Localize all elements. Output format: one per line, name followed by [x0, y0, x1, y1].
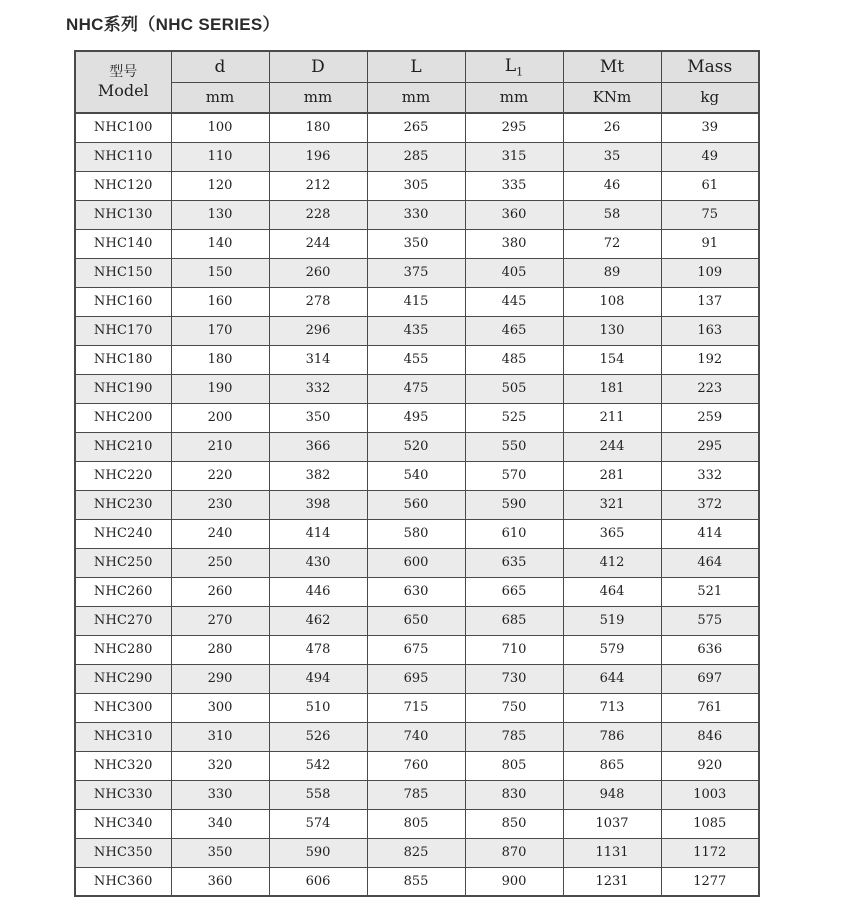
value-cell: 295: [661, 432, 759, 461]
value-cell: 260: [269, 258, 367, 287]
value-cell: 260: [171, 577, 269, 606]
value-cell: 665: [465, 577, 563, 606]
value-cell: 360: [465, 200, 563, 229]
value-cell: 300: [171, 693, 269, 722]
value-cell: 695: [367, 664, 465, 693]
table-row: [75, 374, 759, 403]
value-cell: 1231: [563, 867, 661, 896]
table-row: [75, 432, 759, 461]
value-cell: 360: [171, 867, 269, 896]
value-cell: 730: [465, 664, 563, 693]
column-header-d: D: [269, 51, 367, 82]
value-cell: 140: [171, 229, 269, 258]
column-unit-l1: mm: [465, 82, 563, 113]
value-cell: 1003: [661, 780, 759, 809]
value-cell: 180: [269, 113, 367, 142]
value-cell: 244: [563, 432, 661, 461]
value-cell: 200: [171, 403, 269, 432]
value-cell: 39: [661, 113, 759, 142]
model-label-zh: 型号: [109, 64, 138, 80]
value-cell: 574: [269, 809, 367, 838]
model-cell: NHC290: [75, 664, 171, 693]
model-cell: NHC110: [75, 142, 171, 171]
value-cell: 380: [465, 229, 563, 258]
value-cell: 478: [269, 635, 367, 664]
table-row: [75, 345, 759, 374]
value-cell: 250: [171, 548, 269, 577]
table-row: [75, 809, 759, 838]
value-cell: 636: [661, 635, 759, 664]
value-cell: 850: [465, 809, 563, 838]
value-cell: 120: [171, 171, 269, 200]
column-header-model: [75, 51, 171, 113]
value-cell: 786: [563, 722, 661, 751]
table-row: [75, 838, 759, 867]
value-cell: 550: [465, 432, 563, 461]
value-cell: 280: [171, 635, 269, 664]
value-cell: 760: [367, 751, 465, 780]
model-cell: NHC350: [75, 838, 171, 867]
table-row: [75, 780, 759, 809]
value-cell: 870: [465, 838, 563, 867]
value-cell: 610: [465, 519, 563, 548]
value-cell: 310: [171, 722, 269, 751]
model-cell: NHC170: [75, 316, 171, 345]
column-header-l: L: [367, 51, 465, 82]
value-cell: 462: [269, 606, 367, 635]
value-cell: 485: [465, 345, 563, 374]
value-cell: 805: [367, 809, 465, 838]
value-cell: 160: [171, 287, 269, 316]
value-cell: 825: [367, 838, 465, 867]
value-cell: 948: [563, 780, 661, 809]
value-cell: 230: [171, 490, 269, 519]
value-cell: 332: [661, 461, 759, 490]
value-cell: 210: [171, 432, 269, 461]
table-row: [75, 113, 759, 142]
value-cell: 650: [367, 606, 465, 635]
value-cell: 740: [367, 722, 465, 751]
value-cell: 464: [661, 548, 759, 577]
table-row: [75, 287, 759, 316]
table-row: [75, 867, 759, 896]
value-cell: 35: [563, 142, 661, 171]
value-cell: 606: [269, 867, 367, 896]
value-cell: 375: [367, 258, 465, 287]
value-cell: 635: [465, 548, 563, 577]
value-cell: 785: [367, 780, 465, 809]
value-cell: 296: [269, 316, 367, 345]
value-cell: 281: [563, 461, 661, 490]
nhc-series-table: [74, 50, 760, 897]
value-cell: 108: [563, 287, 661, 316]
value-cell: 520: [367, 432, 465, 461]
value-cell: 190: [171, 374, 269, 403]
value-cell: 540: [367, 461, 465, 490]
column-header-l1: $L_1$: [465, 51, 563, 82]
value-cell: 314: [269, 345, 367, 374]
value-cell: 350: [269, 403, 367, 432]
value-cell: 137: [661, 287, 759, 316]
value-cell: 510: [269, 693, 367, 722]
value-cell: 600: [367, 548, 465, 577]
column-header-mt: Mt: [563, 51, 661, 82]
value-cell: 415: [367, 287, 465, 316]
table-row: [75, 722, 759, 751]
value-cell: 382: [269, 461, 367, 490]
value-cell: 290: [171, 664, 269, 693]
value-cell: 170: [171, 316, 269, 345]
value-cell: 49: [661, 142, 759, 171]
model-cell: NHC140: [75, 229, 171, 258]
value-cell: 675: [367, 635, 465, 664]
value-cell: 305: [367, 171, 465, 200]
value-cell: 430: [269, 548, 367, 577]
value-cell: 446: [269, 577, 367, 606]
value-cell: 865: [563, 751, 661, 780]
value-cell: 332: [269, 374, 367, 403]
value-cell: 785: [465, 722, 563, 751]
value-cell: 750: [465, 693, 563, 722]
value-cell: 89: [563, 258, 661, 287]
table-row: [75, 403, 759, 432]
table-row: [75, 316, 759, 345]
value-cell: 900: [465, 867, 563, 896]
value-cell: 526: [269, 722, 367, 751]
value-cell: 1085: [661, 809, 759, 838]
value-cell: 265: [367, 113, 465, 142]
value-cell: 412: [563, 548, 661, 577]
value-cell: 414: [269, 519, 367, 548]
value-cell: 685: [465, 606, 563, 635]
value-cell: 244: [269, 229, 367, 258]
value-cell: 398: [269, 490, 367, 519]
value-cell: 240: [171, 519, 269, 548]
table-row: [75, 229, 759, 258]
table-row: [75, 142, 759, 171]
value-cell: 630: [367, 577, 465, 606]
column-header-d: d: [171, 51, 269, 82]
value-cell: 1037: [563, 809, 661, 838]
table-row: [75, 200, 759, 229]
table-row: [75, 751, 759, 780]
table-header: [75, 51, 759, 113]
model-cell: NHC190: [75, 374, 171, 403]
value-cell: 192: [661, 345, 759, 374]
value-cell: 150: [171, 258, 269, 287]
table-row: [75, 635, 759, 664]
model-cell: NHC300: [75, 693, 171, 722]
value-cell: 295: [465, 113, 563, 142]
value-cell: 455: [367, 345, 465, 374]
value-cell: 321: [563, 490, 661, 519]
model-cell: NHC270: [75, 606, 171, 635]
value-cell: 525: [465, 403, 563, 432]
table-row: [75, 461, 759, 490]
model-cell: NHC210: [75, 432, 171, 461]
table-row: [75, 171, 759, 200]
page-title: NHC系列（NHC SERIES）: [66, 15, 280, 34]
column-header-mass: Mass: [661, 51, 759, 82]
value-cell: 320: [171, 751, 269, 780]
table-row: [75, 258, 759, 287]
column-unit-l: mm: [367, 82, 465, 113]
value-cell: 220: [171, 461, 269, 490]
model-cell: NHC160: [75, 287, 171, 316]
value-cell: 72: [563, 229, 661, 258]
value-cell: 365: [563, 519, 661, 548]
value-cell: 350: [171, 838, 269, 867]
value-cell: 330: [171, 780, 269, 809]
value-cell: 372: [661, 490, 759, 519]
value-cell: 211: [563, 403, 661, 432]
value-cell: 26: [563, 113, 661, 142]
value-cell: 855: [367, 867, 465, 896]
value-cell: 570: [465, 461, 563, 490]
value-cell: 560: [367, 490, 465, 519]
value-cell: 830: [465, 780, 563, 809]
value-cell: 495: [367, 403, 465, 432]
value-cell: 464: [563, 577, 661, 606]
value-cell: 180: [171, 345, 269, 374]
model-cell: NHC220: [75, 461, 171, 490]
model-cell: NHC150: [75, 258, 171, 287]
value-cell: 212: [269, 171, 367, 200]
column-unit-mass: kg: [661, 82, 759, 113]
value-cell: 579: [563, 635, 661, 664]
value-cell: 91: [661, 229, 759, 258]
model-label-en: Model: [97, 81, 149, 100]
value-cell: 366: [269, 432, 367, 461]
value-cell: 1172: [661, 838, 759, 867]
model-cell: NHC100: [75, 113, 171, 142]
value-cell: 61: [661, 171, 759, 200]
value-cell: 285: [367, 142, 465, 171]
value-cell: 710: [465, 635, 563, 664]
value-cell: 505: [465, 374, 563, 403]
table-row: [75, 693, 759, 722]
model-cell: NHC330: [75, 780, 171, 809]
column-unit-d: mm: [269, 82, 367, 113]
value-cell: 761: [661, 693, 759, 722]
table-row: [75, 548, 759, 577]
model-cell: NHC260: [75, 577, 171, 606]
model-cell: NHC320: [75, 751, 171, 780]
value-cell: 580: [367, 519, 465, 548]
value-cell: 109: [661, 258, 759, 287]
model-cell: NHC180: [75, 345, 171, 374]
value-cell: 465: [465, 316, 563, 345]
value-cell: 259: [661, 403, 759, 432]
model-cell: NHC250: [75, 548, 171, 577]
value-cell: 350: [367, 229, 465, 258]
value-cell: 330: [367, 200, 465, 229]
value-cell: 435: [367, 316, 465, 345]
value-cell: 519: [563, 606, 661, 635]
model-cell: NHC200: [75, 403, 171, 432]
table-row: [75, 490, 759, 519]
value-cell: 494: [269, 664, 367, 693]
value-cell: 846: [661, 722, 759, 751]
model-cell: NHC310: [75, 722, 171, 751]
value-cell: 46: [563, 171, 661, 200]
table-row: [75, 606, 759, 635]
value-cell: 315: [465, 142, 563, 171]
value-cell: 521: [661, 577, 759, 606]
header-row-names: [75, 51, 759, 82]
value-cell: 542: [269, 751, 367, 780]
value-cell: 110: [171, 142, 269, 171]
table-row: [75, 577, 759, 606]
value-cell: 340: [171, 809, 269, 838]
column-unit-d: mm: [171, 82, 269, 113]
value-cell: 130: [171, 200, 269, 229]
value-cell: 1131: [563, 838, 661, 867]
value-cell: 223: [661, 374, 759, 403]
value-cell: 414: [661, 519, 759, 548]
value-cell: 270: [171, 606, 269, 635]
table-row: [75, 664, 759, 693]
value-cell: 278: [269, 287, 367, 316]
model-cell: NHC120: [75, 171, 171, 200]
value-cell: 154: [563, 345, 661, 374]
value-cell: 805: [465, 751, 563, 780]
value-cell: 130: [563, 316, 661, 345]
model-cell: NHC340: [75, 809, 171, 838]
table-row: [75, 519, 759, 548]
value-cell: 196: [269, 142, 367, 171]
value-cell: 558: [269, 780, 367, 809]
value-cell: 590: [269, 838, 367, 867]
table-body: [75, 113, 759, 896]
value-cell: 713: [563, 693, 661, 722]
value-cell: 475: [367, 374, 465, 403]
value-cell: 100: [171, 113, 269, 142]
model-cell: NHC360: [75, 867, 171, 896]
model-cell: NHC130: [75, 200, 171, 229]
value-cell: 181: [563, 374, 661, 403]
value-cell: 405: [465, 258, 563, 287]
column-unit-mt: KNm: [563, 82, 661, 113]
value-cell: 58: [563, 200, 661, 229]
value-cell: 228: [269, 200, 367, 229]
value-cell: 445: [465, 287, 563, 316]
model-cell: NHC230: [75, 490, 171, 519]
value-cell: 335: [465, 171, 563, 200]
value-cell: 697: [661, 664, 759, 693]
value-cell: 715: [367, 693, 465, 722]
value-cell: 75: [661, 200, 759, 229]
model-cell: NHC240: [75, 519, 171, 548]
value-cell: 575: [661, 606, 759, 635]
model-cell: NHC280: [75, 635, 171, 664]
value-cell: 920: [661, 751, 759, 780]
value-cell: 1277: [661, 867, 759, 896]
header-row-units: [75, 82, 759, 113]
value-cell: 590: [465, 490, 563, 519]
value-cell: 644: [563, 664, 661, 693]
value-cell: 163: [661, 316, 759, 345]
